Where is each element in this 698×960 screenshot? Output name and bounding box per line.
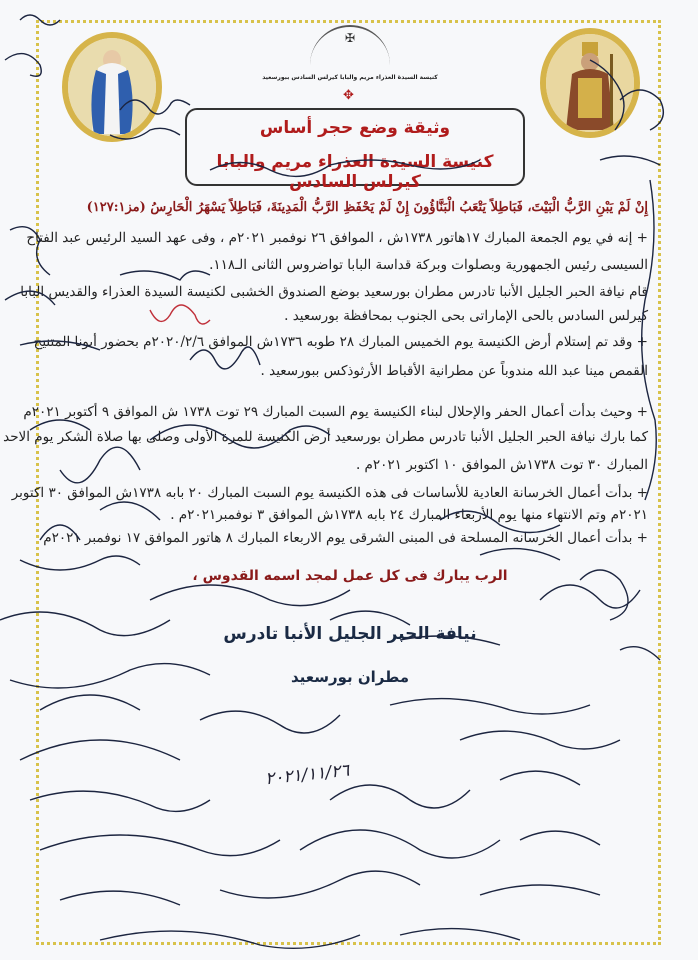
cross-icon: ✠ xyxy=(344,31,356,45)
ornament-icon: ✥ xyxy=(343,88,354,103)
document-title: وثيقة وضع حجر أساس xyxy=(259,118,451,138)
body-line: القمص مينا عبد الله مندوباً عن مطرانية الأقباط الأرثوذكس ببورسعيد . xyxy=(260,363,648,379)
body-line: كما بارك نيافة الحبر الجليل الأنبا تادرس مطران بورسعيد أرض الكنيسة للمرة الأولى وصلى بها صلاة الشكر يوم الاحد xyxy=(3,429,648,445)
body-line: ٢٠٢١م وتم الانتهاء منها يوم الأربعاء المبارك ٢٤ بابه ١٧٣٨ش الموافق ٣ نوفمبر٢٠٢١م . xyxy=(170,507,648,523)
body-line: + بدأت أعمال الخرسانة العادية للأساسات فى هذه الكنيسة يوم السبت المبارك ٢٠ بابه ١٧٣٨ش الموافق ٣٠ اكتوبر xyxy=(11,485,648,501)
pope-kyrillos-icon xyxy=(540,28,640,138)
document-subtitle: كنيسة السيدة العذراء مريم والبابا كيرلس السادس xyxy=(216,152,494,192)
blessing-text: الرب يبارك فى كل عمل لمجد اسمه القدوس ، xyxy=(192,568,508,584)
bible-verse: إِنْ لَمْ يَبْنِ الرَّبُّ الْبَيْتَ، فَبَاطِلاً يَتْعَبُ الْبَنَّاؤُونَ إِنْ لَمْ يَحْفَظِ الرَّبُّ الْمَدِينَةَ، فَبَاطِلاً يَسْهَرُ الْحَارِسُ (مز١٢٧:١) xyxy=(86,200,648,215)
body-line: + إنه في يوم الجمعة المبارك ١٧هاتور ١٧٣٨ش ، الموافق ٢٦ نوفمبر ٢٠٢١م ، وفى عهد السيد الرئيس عبد الفتاح xyxy=(26,230,648,246)
virgin-mary-icon xyxy=(62,32,162,142)
body-line: + وحيث بدأت أعمال الحفر والإحلال لبناء الكنيسة يوم السبت المبارك ٢٩ توت ١٧٣٨ ش الموافق ٩ أكتوبر ٢٠٢١م xyxy=(23,404,648,420)
body-line: + وقد تم إستلام أرض الكنيسة يوم الخميس المبارك ٢٨ طوبه ١٧٣٦ش الموافق ٢٠٢٠/٢/٦م بحضور أبونا المتنيح xyxy=(33,334,648,350)
body-line: كيرلس السادس بالحى الإماراتى بحى الجنوب بمحافظة بورسعيد . xyxy=(284,308,648,324)
bishop-title: نيافة الحبر الجليل الأنبا تادرس xyxy=(223,624,477,644)
body-line: قام نيافة الحبر الجليل الأنبا تادرس مطران بورسعيد بوضع الصندوق الخشبى لكنيسة السيدة العذراء والقديس البابا xyxy=(20,284,648,300)
seal-caption: كنيسة السيدة العذراء مريم والبابا كيرلس السادس ببورسعيد xyxy=(262,74,438,81)
body-line: المبارك ٣٠ توت ١٧٣٨ش الموافق ١٠ اكتوبر ٢٠٢١م . xyxy=(355,457,648,473)
bishop-see: مطران بورسعيد xyxy=(290,668,410,686)
handwritten-date: ٢٠٢١/١١/٢٦ xyxy=(264,760,351,790)
body-line: السيسى رئيس الجمهورية وبصلوات وبركة قداسة البابا تواضروس الثانى الـ١١٨. xyxy=(209,257,648,273)
body-line: + بدأت أعمال الخرسانه المسلحة فى المبنى الشرقى يوم الاربعاء المبارك ٨ هاتور الموافق ١٧ نوفمبر ٢٠٢١م xyxy=(43,530,648,546)
